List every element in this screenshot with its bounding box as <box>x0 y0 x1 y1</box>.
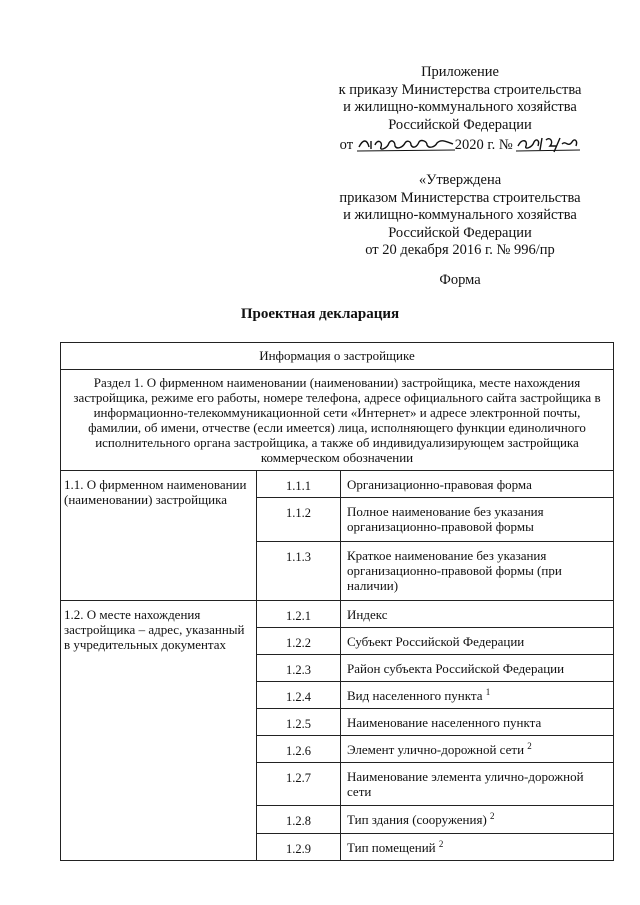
table-row <box>257 628 613 655</box>
document-title: Проектная декларация <box>240 306 400 322</box>
table-row <box>257 806 613 834</box>
handwritten-date <box>357 135 455 153</box>
table-row <box>257 542 613 600</box>
section-heading: Раздел 1. О фирменном наименовании (наименовании) застройщика, месте нахождения застройщика, режиме его работы, номере телефона, адресе официального сайта застройщика в информационно-телекоммуникационной сети «Интернет» и адресе электронной почты, фамилии, об имени, отчестве (если имеется) лица, исполняющего функции единоличного исполнительного органа застройщика, а также об индивидуализирующем застройщика коммерческом обозначении <box>61 370 613 471</box>
row-code: 1.2.2 <box>257 628 341 654</box>
row-code: 1.2.1 <box>257 601 341 627</box>
row-text: Полное наименование без указания организационно-правовой формы <box>347 504 544 534</box>
row-code: 1.2.4 <box>257 682 341 708</box>
footnote-mark: 1 <box>485 687 491 697</box>
approved-line-2: приказом Министерства строительства <box>339 189 581 206</box>
row-text: Район субъекта Российской Федерации <box>347 661 565 676</box>
group-name: 1.1. О фирменном наименовании (наименовании) застройщика <box>61 471 257 600</box>
appendix-line-3: и жилищно-коммунального хозяйства <box>343 99 577 115</box>
table-row <box>257 736 613 763</box>
year-suffix: 2020 г. № <box>454 137 513 153</box>
footnote-mark: 2 <box>438 839 444 849</box>
appendix-line-2: к приказу Министерства строительства <box>338 81 582 98</box>
footnote-mark: 2 <box>527 741 532 751</box>
row-code: 1.1.3 <box>257 542 341 600</box>
row-text: Субъект Российской Федерации <box>347 634 525 649</box>
table-row <box>257 471 613 498</box>
footnote-mark: 2 <box>490 811 495 821</box>
appendix-order-line <box>300 134 620 155</box>
group-1-2 <box>61 601 613 860</box>
table-row <box>257 709 613 736</box>
row-code: 1.2.6 <box>257 736 341 762</box>
form-label: Форма <box>439 272 481 288</box>
approved-line-5: от 20 декабря 2016 г. № 996/пр <box>365 242 555 258</box>
row-text: Тип здания (сооружения) $^2$ <box>347 811 495 827</box>
table-row <box>257 498 613 542</box>
row-text: Тип помещений $^2$ <box>347 839 444 855</box>
handwritten-number <box>516 134 580 154</box>
row-code: 1.1.1 <box>257 471 341 497</box>
table-header: Информация о застройщике <box>61 343 613 370</box>
table-row <box>257 655 613 682</box>
table-row <box>257 682 613 709</box>
row-code: 1.1.2 <box>257 498 341 541</box>
table-row <box>257 763 613 806</box>
row-text: Элемент улично-дорожной сети $^2$ <box>347 741 532 757</box>
approved-line-3: и жилищно-коммунального хозяйства <box>343 207 577 223</box>
appendix-line-4: Российской Федерации <box>388 116 532 133</box>
row-code: 1.2.5 <box>257 709 341 735</box>
row-text: Наименование элемента улично-дорожной сети <box>347 769 584 799</box>
approved-line-4: Российской Федерации <box>388 224 532 241</box>
from-prefix: от <box>339 137 354 153</box>
group-name: 1.2. О месте нахождения застройщика – адрес, указанный в учредительных документах <box>61 601 257 860</box>
row-text: Наименование населенного пункта <box>347 715 542 730</box>
row-text: Вид населенного пункта $^1$ <box>347 687 491 703</box>
row-text: Индекс <box>347 607 388 622</box>
appendix-line-1: Приложение <box>421 64 499 80</box>
group-1-1 <box>61 471 613 601</box>
declaration-table <box>60 342 614 861</box>
row-text: Организационно-правовая форма <box>347 477 532 492</box>
approved-line-1: «Утверждена <box>418 172 502 188</box>
row-code: 1.2.8 <box>257 806 341 833</box>
row-text: Краткое наименование без указания организационно-правовой формы (при наличии) <box>347 548 562 593</box>
table-row <box>257 601 613 628</box>
appendix-block <box>300 64 620 155</box>
approved-block <box>300 172 620 260</box>
row-code: 1.2.7 <box>257 763 341 805</box>
row-code: 1.2.9 <box>257 834 341 860</box>
table-row <box>257 834 613 860</box>
row-code: 1.2.3 <box>257 655 341 681</box>
